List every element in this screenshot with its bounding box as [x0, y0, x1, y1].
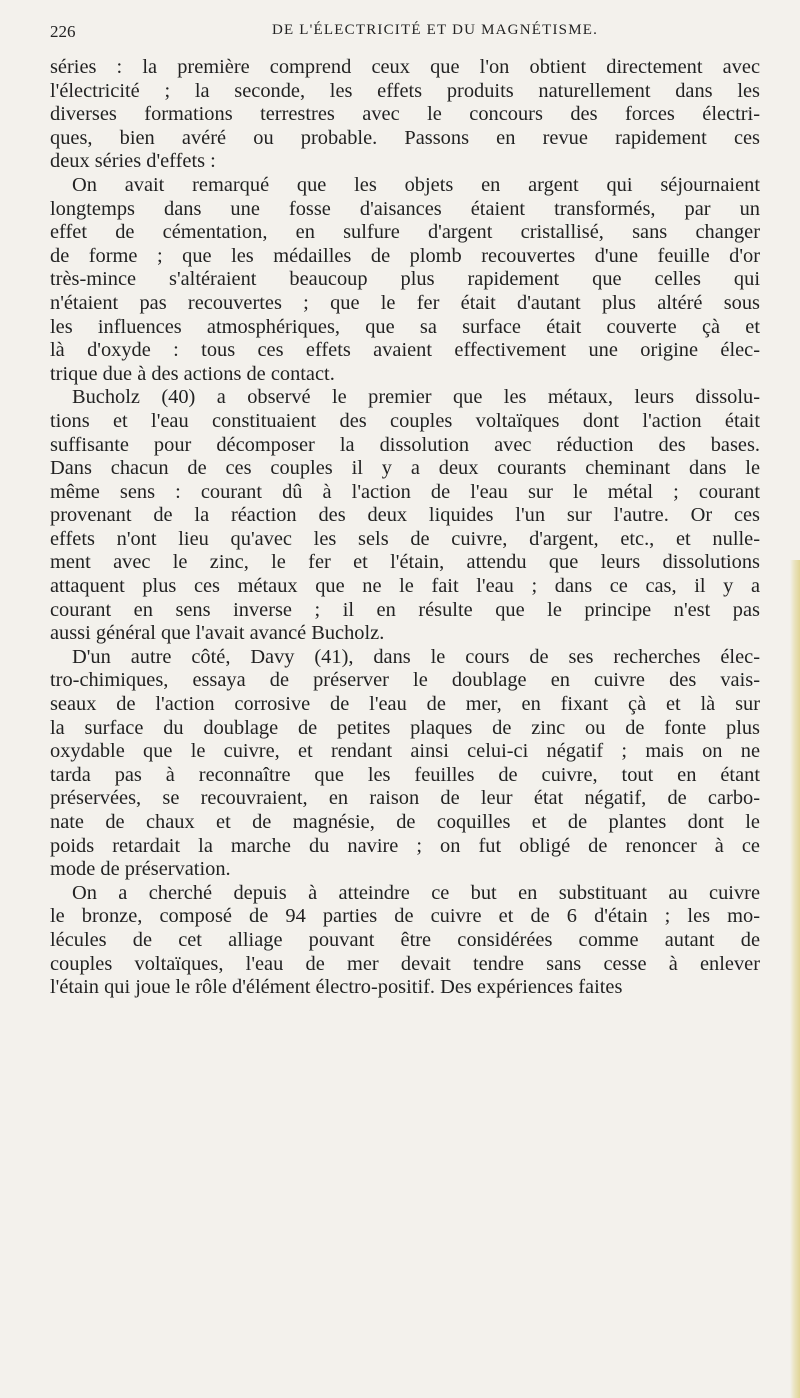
text-line: seaux de l'action corrosive de l'eau de mer, en fixant çà et là sur — [50, 693, 760, 716]
text-line: courant en sens inverse ; il en résulte que le principe n'est pas — [50, 598, 760, 621]
text-line: même sens : courant dû à l'action de l'eau sur le métal ; courant — [50, 480, 760, 503]
text-line: préservées, se recouvraient, en raison de leur état négatif, de carbo- — [50, 787, 760, 810]
text-line: tro-chimiques, essaya de préserver le doublage en cuivre des vais- — [50, 669, 760, 692]
text-line: provenant de la réaction des deux liquides l'un sur l'autre. Or ces — [50, 504, 760, 527]
body-text — [50, 56, 760, 1000]
running-title: DE L'ÉLECTRICITÉ ET DU MAGNÉTISME. — [271, 22, 599, 38]
text-line: la surface du doublage de petites plaques de zinc ou de fonte plus — [50, 716, 760, 739]
paragraph — [50, 174, 760, 386]
text-line: aussi général que l'avait avancé Bucholz. — [50, 622, 385, 645]
text-line: attaquent plus ces métaux que ne le fait l'eau ; dans ce cas, il y a — [50, 575, 760, 598]
text-line: couples voltaïques, l'eau de mer devait tendre sans cesse à enlever — [50, 952, 760, 975]
text-line: séries : la première comprend ceux que l'on obtient directement avec — [50, 56, 760, 78]
text-line: ment avec le zinc, le fer et l'étain, attendu que leurs dissolutions — [50, 551, 760, 574]
text-line: poids retardait la marche du navire ; on fut obligé de renoncer à ce — [50, 834, 760, 857]
text-line: On a cherché depuis à atteindre ce but en substituant au cuivre — [72, 881, 760, 904]
text-line: ques, bien avéré ou probable. Passons en revue rapidement ces — [50, 126, 760, 149]
text-line: très-mince s'altéraient beaucoup plus rapidement que celles qui — [50, 268, 760, 291]
text-line: le bronze, composé de 94 parties de cuivre et de 6 d'étain ; les mo- — [50, 905, 760, 928]
text-line: tions et l'eau constituaient des couples voltaïques dont l'action était — [50, 409, 760, 432]
text-line: deux séries d'effets : — [50, 150, 216, 173]
text-line: D'un autre côté, Davy (41), dans le cours de ses recherches élec- — [72, 645, 760, 668]
text-line: là d'oxyde : tous ces effets avaient effectivement une origine élec- — [50, 339, 760, 362]
text-line: lécules de cet alliage pouvant être considérées comme autant de — [50, 928, 760, 951]
text-line: tarda pas à reconnaître que les feuilles de cuivre, tout en étant — [50, 763, 760, 786]
text-line: diverses formations terrestres avec le concours des forces électri- — [50, 103, 760, 126]
text-line: Dans chacun de ces couples il y a deux courants cheminant dans le — [50, 457, 760, 480]
text-line: oxydable que le cuivre, et rendant ainsi celui-ci négatif ; mais on ne — [50, 740, 760, 763]
text-line: Bucholz (40) a observé le premier que les métaux, leurs dissolu- — [72, 386, 760, 409]
text-line: On avait remarqué que les objets en argent qui séjournaient — [72, 173, 760, 196]
running-head — [50, 20, 760, 50]
text-line: suffisante pour décomposer la dissolution avec réduction des bases. — [50, 433, 760, 456]
text-line: mode de préservation. — [50, 858, 231, 881]
text-line: nate de chaux et de magnésie, de coquilles et de plantes dont le — [50, 811, 760, 833]
text-line: l'étain qui joue le rôle d'élément électro-positif. Des expériences faites — [50, 976, 623, 999]
text-line: n'étaient pas recouvertes ; que le fer était d'autant plus altéré sous — [50, 291, 760, 314]
paragraph — [50, 646, 760, 882]
paragraph — [50, 882, 760, 1000]
paragraph — [50, 386, 760, 646]
page-number: 226 — [50, 22, 76, 41]
text-line: de forme ; que les médailles de plomb recouvertes d'une feuille d'or — [50, 244, 760, 267]
text-line: effets n'ont lieu qu'avec les sels de cuivre, d'argent, etc., et nulle- — [50, 527, 760, 550]
text-line: trique due à des actions de contact. — [50, 362, 335, 385]
paragraph — [50, 56, 760, 174]
text-line: l'électricité ; la seconde, les effets produits naturellement dans les — [50, 79, 760, 102]
page-edge-stain — [790, 560, 800, 1398]
text-line: effet de cémentation, en sulfure d'argent cristallisé, sans changer — [50, 221, 760, 244]
text-line: les influences atmosphériques, que sa surface était couverte çà et — [50, 315, 760, 338]
text-line: longtemps dans une fosse d'aisances étaient transformés, par un — [50, 197, 760, 220]
